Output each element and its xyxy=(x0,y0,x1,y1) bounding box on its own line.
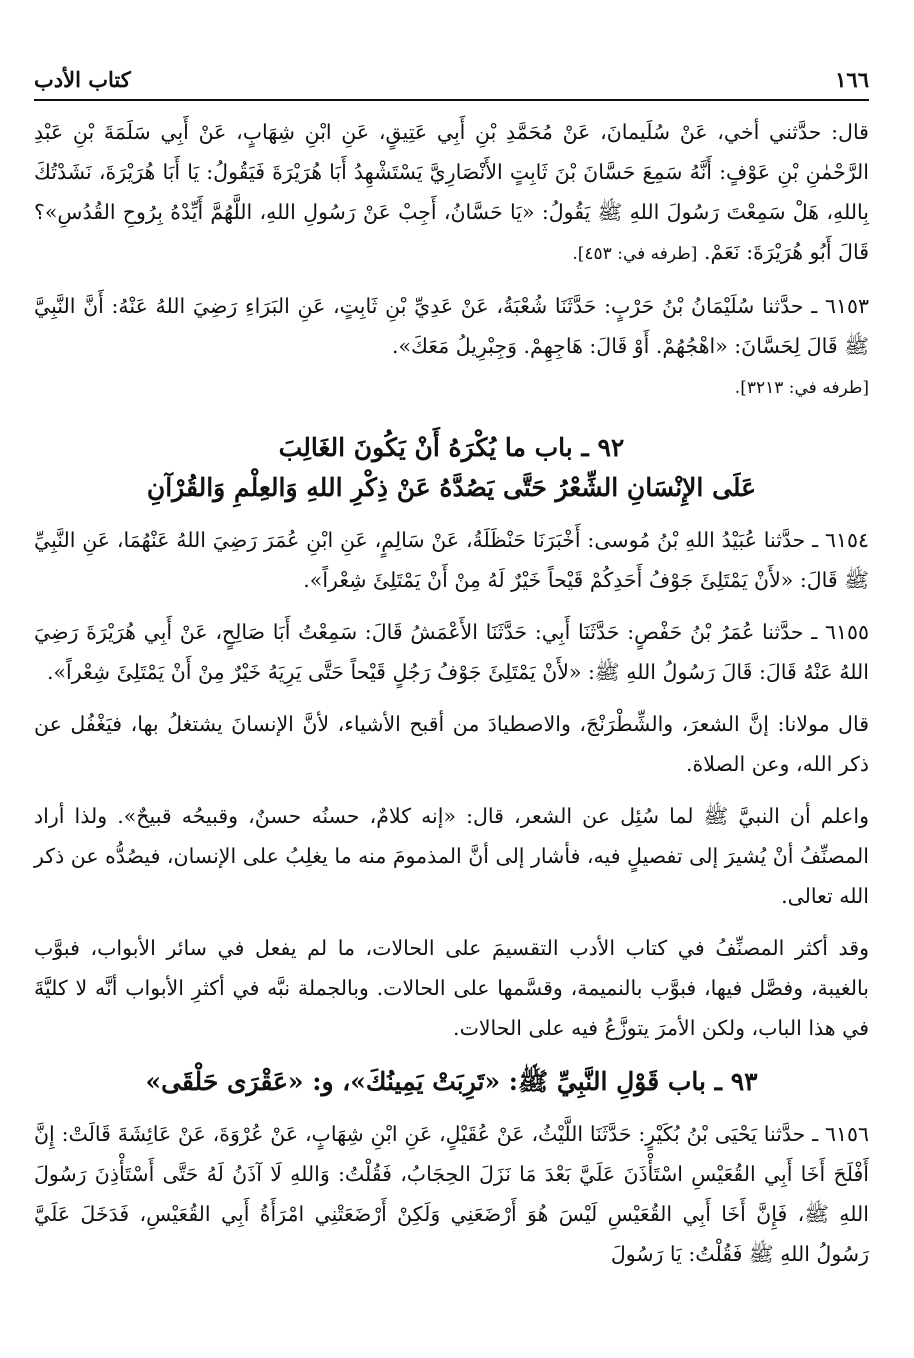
hadith-6154: ٦١٥٤ ـ حدَّثنا عُبَيْدُ اللهِ بْنُ مُوسى: أَخْبَرَنَا حَنْظَلَةُ، عَنْ سَالِمٍ، عَنِ ابْنِ عُمَرَ رَضِيَ اللهُ عَنْهُمَا، عَنِ النَّبِيِّ ﷺ قَالَ: «لأَنْ يَمْتَلِئَ جَوْفُ أَحَدِكُمْ قَيْحاً خَيْرٌ لَهُ مِنْ أَنْ يَمْتَلِئَ شِعْراً». xyxy=(34,528,869,592)
header-divider xyxy=(34,99,869,101)
page-number: ١٦٦ xyxy=(835,67,869,92)
hadith-6155: ٦١٥٥ ـ حدَّثنا عُمَرُ بْنُ حَفْصٍ: حَدَّثَنَا أَبِي: حَدَّثَنَا الأَعْمَشُ قَالَ: سَمِعْتُ أَبَا صَالِحٍ، عَنْ أَبِي هُرَيْرَةَ رَضِيَ اللهُ عَنْهُ قَالَ: قَالَ رَسُولُ اللهِ ﷺ: «لأَنْ يَمْتَلِئَ جَوْفُ رَجُلٍ قَيْحاً حَتَّى يَرِيَهُ خَيْرٌ مِنْ أَنْ يَمْتَلِئَ شِعْراً». xyxy=(34,620,869,684)
running-header xyxy=(34,58,869,92)
commentary-paragraph: قال مولانا: إنَّ الشعرَ، والشِّطْرَنْجَ، والاصطيادَ من أقبح الأشياء، لأنَّ الإنسانَ يشتغلُ بها، فيَغْفُل عن ذكر الله، وعن الصلاة. xyxy=(34,712,869,776)
commentary-paragraph: واعلم أن النبيَّ ﷺ لما سُئِل عن الشعر، قال: «إنه كلامٌ، حسنُه حسنٌ، وقبيحُه قبيحٌ». ولذا أراد المصنِّفُ أنْ يُشيرَ إلى تفصيلٍ فيه، فأشار إلى أنَّ المذمومَ منه ما يغلِبُ على الإنسان، فيصُدُّه عن ذكر الله تعالى. xyxy=(34,804,869,908)
hadith-6156: ٦١٥٦ ـ حدَّثنا يَحْيَى بْنُ بُكَيْرٍ: حَدَّثَنَا اللَّيْثُ، عَنْ عُقَيْلٍ، عَنِ ابْنِ شِهَابٍ، عَنْ عُرْوَةَ، عَنْ عَائِشَةَ قَالَتْ: إِنَّ أَفْلَحَ أَخَا أَبِي القُعَيْسِ اسْتَأْذَنَ عَلَيَّ بَعْدَ مَا نَزَلَ الحِجَابُ، فَقُلْتُ: وَاللهِ لَا آذَنُ لَهُ حَتَّى أَسْتَأْذِنَ رَسُولَ اللهِ ﷺ، فَإِنَّ أَخَا أَبِي القُعَيْسِ لَيْسَ هُوَ أَرْضَعَنِي وَلَكِنْ أَرْضَعَتْنِي امْرَأَةُ أَبِي القُعَيْسِ، فَدَخَلَ عَلَيَّ رَسُولُ اللهِ ﷺ فَقُلْتُ: يَا رَسُولَ xyxy=(34,1122,869,1266)
hadith-6153 xyxy=(34,286,869,408)
book-title: كتاب الأدب xyxy=(34,67,131,92)
paragraph-text: ٦١٥٣ ـ حدَّثنا سُلَيْمَانُ بْنُ حَرْبٍ: حَدَّثَنَا شُعْبَةُ، عَنْ عَدِيِّ بْنِ ثَابِتٍ، عَنِ البَرَاءِ رَضِيَ اللهُ عَنْهُ: أَنَّ النَّبِيَّ ﷺ قَالَ لِحَسَّانَ: «اهْجُهُمْ. أَوْ قَالَ: هَاجِهِمْ. وَجِبْرِيلُ مَعَكَ». xyxy=(34,294,869,358)
chapter-92-title-line-1: ٩٢ ـ باب ما يُكْرَهُ أَنْ يَكُونَ الغَالِبَ xyxy=(278,433,625,462)
cross-reference: [طرفه في: ٤٥٣]. xyxy=(572,244,698,264)
chapter-92-heading xyxy=(34,428,869,508)
cross-reference: [طرفه في: ٣٢١٣]. xyxy=(734,378,869,398)
chapter-92-title-line-2: عَلَى الإِنْسَانِ الشِّعْرُ حَتَّى يَصُدَّهُ عَنْ ذِكْرِ اللهِ وَالعِلْمِ وَالقُرْآنِ xyxy=(146,473,757,502)
hadith-6152-continued xyxy=(34,112,869,274)
commentary-paragraph: وقد أكثر المصنِّفُ في كتاب الأدب التقسيمَ على الحالات، ما لم يفعل في سائر الأبواب، فبوَّب بالغيبة، وفصَّل فيها، فبوَّب بالنميمة، وقسَّمها على الحالات. وبالجملة نبَّه في أكثرِ الأبواب أنَّه لا كليَّةَ في هذا الباب، ولكن الأمرَ يتوزَّعُ فيه على الحالات. xyxy=(34,936,869,1040)
paragraph-text: قال: حدَّثني أخي، عَنْ سُلَيمانَ، عَنْ مُحَمَّدِ بْنِ أَبِي عَتِيقٍ، عَنِ ابْنِ شِهَابٍ، عَنْ أَبِي سَلَمَةَ بْنِ عَبْدِ الرَّحْمٰنِ بْنِ عَوْفٍ: أَنَّهُ سَمِعَ حَسَّانَ بْنَ ثَابِتٍ الأَنْصَارِيَّ يَسْتَشْهِدُ أَبَا هُرَيْرَةَ فَيَقُولُ: يَا أَبَا هُرَيْرَةَ، نَشَدْتُكَ بِاللهِ، هَلْ سَمِعْتَ رَسُولَ اللهِ ﷺ يَقُولُ: «يَا حَسَّانُ، أَجِبْ عَنْ رَسُولِ اللهِ، اللَّهُمَّ أَيِّدْهُ بِرُوحِ القُدُسِ»؟ قَالَ أَبُو هُرَيْرَةَ: نَعَمْ. xyxy=(34,120,869,264)
page-body xyxy=(34,112,869,1286)
chapter-93-heading: ٩٣ ـ باب قَوْلِ النَّبِيِّ ﷺ: «تَرِبَتْ يَمِينُكَ»، و: «عَقْرَى حَلْقَى» xyxy=(145,1067,758,1096)
